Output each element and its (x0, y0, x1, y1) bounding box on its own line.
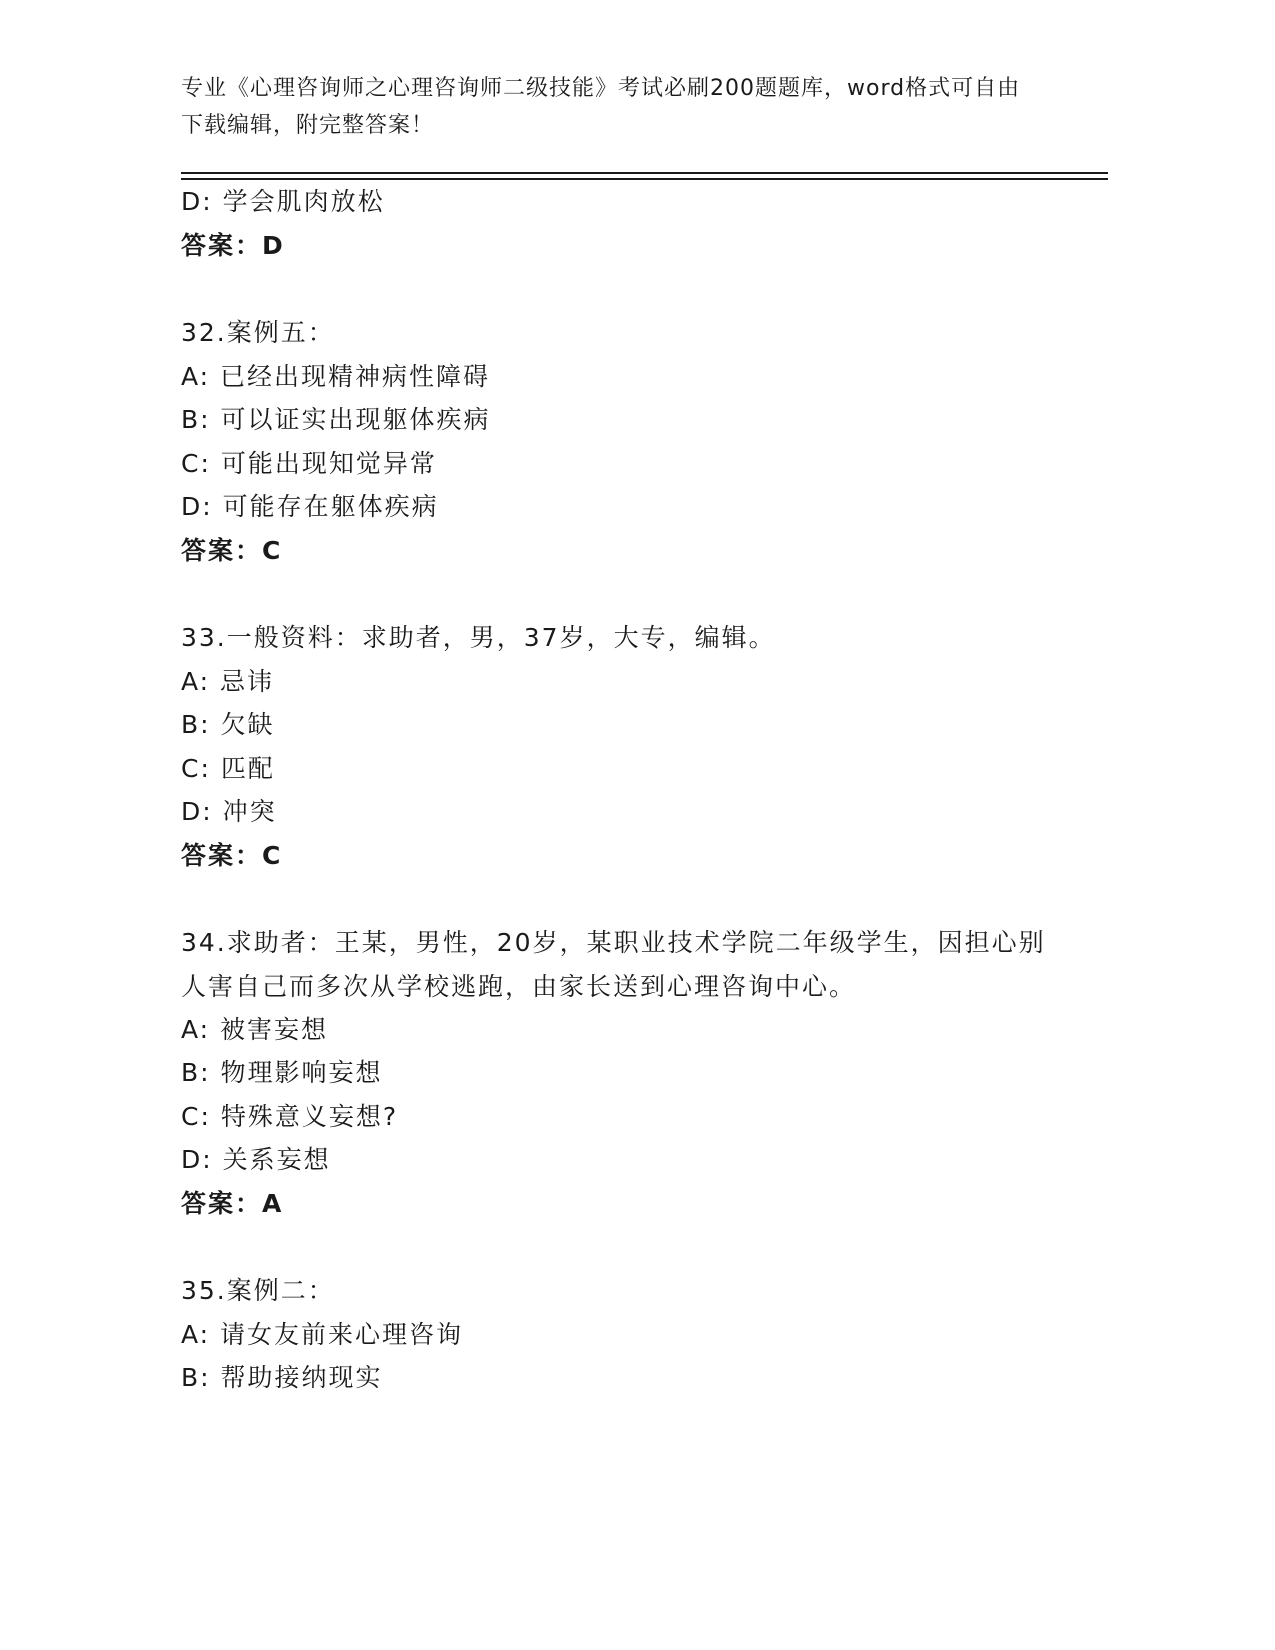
question-33-option-b: B: 欠缺 (181, 710, 275, 739)
answer-line: 答案：D (181, 231, 285, 260)
question-32-answer: 答案：C (181, 536, 283, 565)
question-35-option-a: A: 请女友前来心理咨询 (181, 1320, 464, 1349)
question-33-option-a: A: 忌讳 (181, 667, 275, 696)
question-32-option-b: B: 可以证实出现躯体疾病 (181, 405, 491, 434)
question-34-option-c: C: 特殊意义妄想? (181, 1102, 399, 1131)
question-34-option-d: D: 关系妄想 (181, 1145, 331, 1174)
question-35-stem: 35.案例二： (181, 1276, 335, 1305)
question-32-option-d: D: 可能存在躯体疾病 (181, 492, 439, 521)
question-33-stem: 33.一般资料：求助者，男，37岁，大专，编辑。 (181, 623, 776, 652)
question-32-option-a: A: 已经出现精神病性障碍 (181, 362, 491, 391)
question-33-option-c: C: 匹配 (181, 754, 275, 783)
question-33-answer: 答案：C (181, 841, 283, 870)
question-34-option-a: A: 被害妄想 (181, 1015, 329, 1044)
question-34-stem: 34.求助者：王某，男性，20岁，某职业技术学院二年级学生，因担心别人害自己而多次从学校逃跑，由家长送到心理咨询中心。 (181, 928, 1046, 1001)
question-35-option-b: B: 帮助接纳现实 (181, 1363, 383, 1392)
question-32-stem: 32.案例五： (181, 318, 335, 347)
question-33-option-d: D: 冲突 (181, 797, 277, 826)
option-d: D: 学会肌肉放松 (181, 187, 385, 216)
question-34-option-b: B: 物理影响妄想 (181, 1058, 383, 1087)
header-divider-top (181, 172, 1108, 174)
header-divider-bottom (181, 178, 1108, 180)
document-header-description: 专业《心理咨询师之心理咨询师二级技能》考试必刷200题题库，word格式可自由下载编辑，附完整答案！ (181, 76, 1021, 138)
question-34-answer: 答案：A (181, 1189, 284, 1218)
question-32-option-c: C: 可能出现知觉异常 (181, 449, 437, 478)
